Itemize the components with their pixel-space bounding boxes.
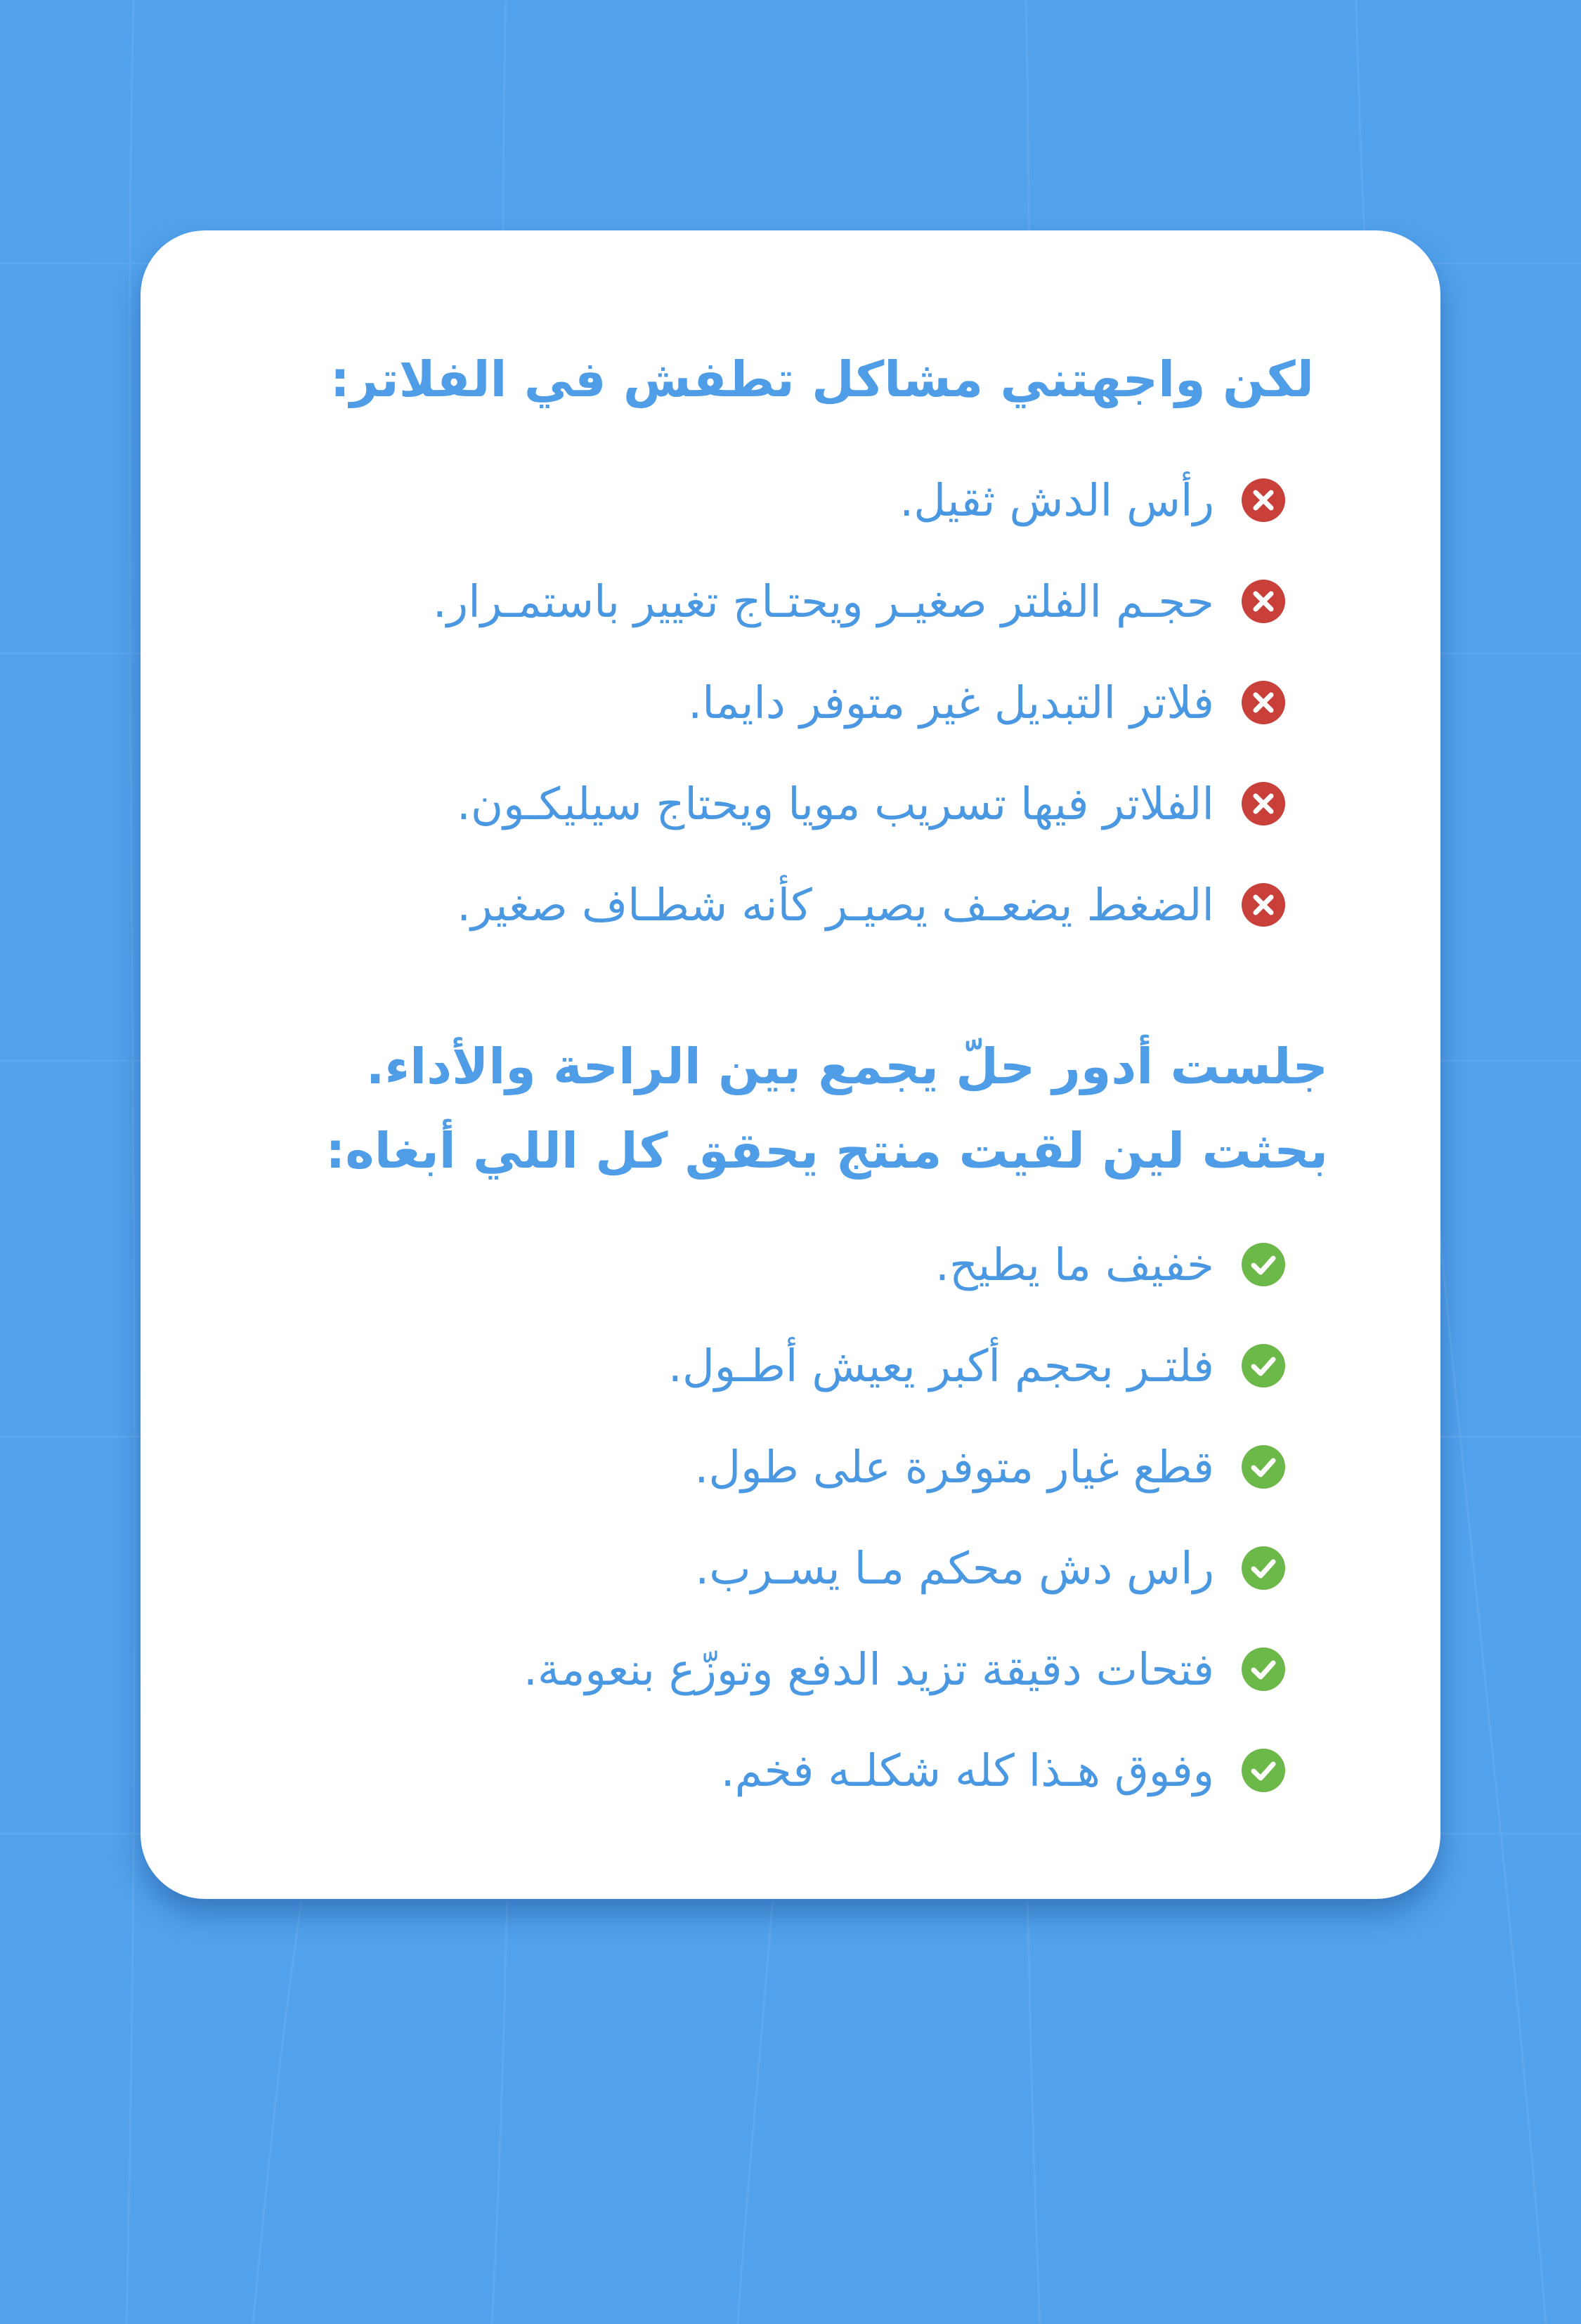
x-circle-icon [1241, 478, 1286, 523]
solution-item [253, 1619, 1328, 1720]
x-circle-icon [1241, 882, 1286, 927]
problem-item [253, 753, 1328, 854]
solution-text: فلتـر بحجم أكبر يعيش أطـول. [668, 1340, 1214, 1392]
problem-text: حجـم الفلتر صغيـر ويحتـاج تغيير باستمـرار. [432, 575, 1214, 627]
solution-text: قطع غيار متوفرة على طول. [694, 1441, 1214, 1493]
problems-heading: لكن واجهتني مشاكل تطفش في الفلاتر: [330, 351, 1314, 408]
solution-text: خفيف ما يطيح. [935, 1239, 1214, 1291]
x-circle-icon [1241, 680, 1286, 725]
problem-text: الفلاتر فيها تسريب مويا ويحتاج سيليكـون. [456, 778, 1214, 830]
problem-item [253, 551, 1328, 652]
content-card [141, 230, 1440, 1899]
solution-text: راس دش محكم مـا يسـرب. [695, 1542, 1214, 1594]
x-circle-icon [1241, 781, 1286, 826]
solution-text: فتحات دقيقة تزيد الدفع وتوزّع بنعومة. [523, 1643, 1214, 1695]
solution-heading-line1: جلست أدور حلّ يجمع بين الراحة والأداء. [365, 1038, 1328, 1095]
solution-heading-line2: بحثت لين لقيت منتج يحقق كل اللي أبغاه: [325, 1122, 1328, 1180]
check-circle-icon [1241, 1546, 1286, 1591]
check-circle-icon [1241, 1444, 1286, 1489]
check-circle-icon [1241, 1343, 1286, 1388]
solution-item [253, 1720, 1328, 1821]
solution-item [253, 1315, 1328, 1416]
problem-text: الضغط يضعـف يصيـر كأنه شطـاف صغير. [457, 879, 1214, 931]
problem-item [253, 450, 1328, 551]
problem-text: فلاتر التبديل غير متوفر دايما. [688, 677, 1214, 729]
check-circle-icon [1241, 1748, 1286, 1793]
check-circle-icon [1241, 1647, 1286, 1692]
check-circle-icon [1241, 1242, 1286, 1287]
solution-item [253, 1214, 1328, 1315]
problem-item [253, 854, 1328, 955]
solution-list [253, 1214, 1328, 1821]
x-circle-icon [1241, 579, 1286, 624]
solution-heading [253, 1024, 1328, 1193]
solution-item [253, 1517, 1328, 1619]
problem-item [253, 652, 1328, 753]
solution-item [253, 1416, 1328, 1517]
problems-list [253, 450, 1328, 955]
solution-text: وفوق هـذا كله شكلـه فخم. [720, 1744, 1214, 1796]
problem-text: رأس الدش ثقيل. [899, 474, 1214, 526]
